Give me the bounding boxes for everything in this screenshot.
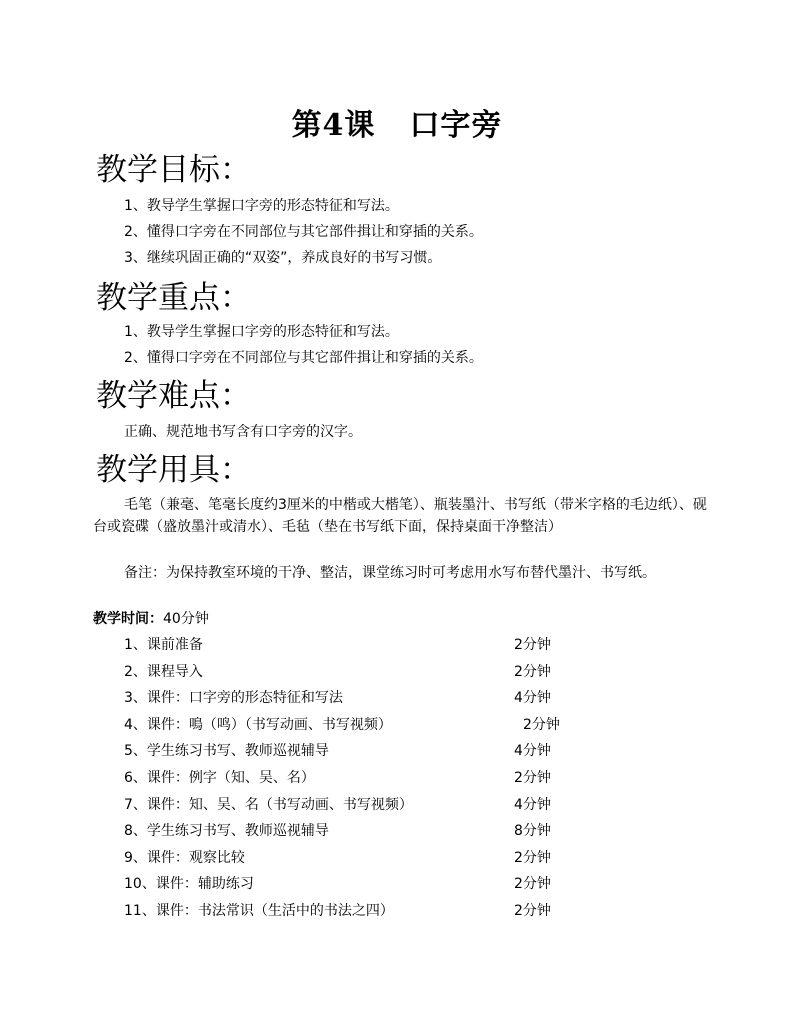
schedule-list (124, 635, 594, 928)
schedule-item: 2、课程导入 (124, 663, 203, 680)
tools-heading: 教学用具： (96, 452, 251, 488)
schedule-duration: 2分钟 (514, 663, 551, 680)
schedule-duration: 8分钟 (514, 823, 551, 840)
schedule-duration: 4分钟 (514, 796, 551, 813)
keypoint-item-2: 2、懂得口字旁在不同部位与其它部件揖让和穿插的关系。 (124, 350, 483, 366)
schedule-item: 3、课件：口字旁的形态特征和写法 (124, 690, 343, 707)
schedule-row (124, 768, 594, 795)
schedule-row (124, 795, 594, 822)
schedule-item: 7、课件：知、吴、名（书写动画、书写视频） (124, 796, 413, 813)
schedule-row (124, 688, 594, 715)
schedule-duration: 2分钟 (514, 876, 551, 893)
schedule-item: 8、学生练习书写、教师巡视辅导 (124, 823, 329, 840)
schedule-item: 4、课件：鳴（鸣）（书写动画、书写视频） (124, 716, 392, 733)
schedule-item: 6、课件：例字（知、吴、名） (124, 769, 315, 786)
schedule-row (124, 901, 594, 928)
schedule-row (124, 662, 594, 689)
lesson-number: 第4课 (291, 108, 376, 143)
goal-item-2: 2、懂得口字旁在不同部位与其它部件揖让和穿插的关系。 (124, 224, 483, 240)
schedule-row (124, 848, 594, 875)
time-label-text: 教学时间： (93, 611, 163, 627)
schedule-item: 1、课前准备 (124, 637, 203, 653)
schedule-duration: 2分钟 (514, 637, 551, 653)
schedule-duration: 2分钟 (514, 902, 551, 919)
schedule-row (124, 874, 594, 901)
schedule-duration: 2分钟 (514, 769, 551, 786)
schedule-duration: 4分钟 (514, 690, 551, 707)
time-label (93, 609, 209, 629)
difficulty-text: 正确、规范地书写含有口字旁的汉字。 (124, 424, 362, 440)
schedule-duration: 4分钟 (514, 743, 551, 760)
schedule-row (124, 741, 594, 768)
goal-item-3: 3、继续巩固正确的“双姿”，养成良好的书写习惯。 (124, 250, 442, 266)
schedule-item: 5、学生练习书写、教师巡视辅导 (124, 743, 329, 760)
keypoints-heading: 教学重点： (96, 280, 251, 316)
schedule-row (124, 715, 594, 742)
schedule-row (124, 821, 594, 848)
schedule-row (124, 635, 594, 662)
difficulty-heading: 教学难点： (96, 378, 251, 414)
tools-text: 毛笔（兼毫、笔毫长度约3厘米的中楷或大楷笔）、瓶装墨汁、书写纸（带米字格的毛边纸）、砚台或瓷碟（盛放墨汁或清水）、毛毡（垫在书写纸下面，保持桌面干净整洁） (93, 497, 707, 535)
page-title (0, 100, 794, 144)
tools-note: 备注：为保持教室环境的干净、整洁，课堂练习时可考虑用水写布替代墨汁、书写纸。 (124, 565, 656, 581)
schedule-item: 10、课件：辅助练习 (124, 876, 254, 893)
lesson-name: 口字旁 (409, 108, 503, 143)
schedule-item: 9、课件：观察比较 (124, 849, 245, 866)
schedule-duration: 2分钟 (523, 716, 560, 733)
time-value: 40分钟 (163, 611, 209, 627)
goal-item-1: 1、教导学生掌握口字旁的形态特征和写法。 (124, 198, 399, 214)
schedule-item: 11、课件：书法常识（生活中的书法之四） (124, 902, 394, 919)
keypoint-item-1: 1、教导学生掌握口字旁的形态特征和写法。 (124, 324, 399, 340)
goals-heading: 教学目标： (96, 152, 251, 188)
schedule-duration: 2分钟 (514, 849, 551, 866)
